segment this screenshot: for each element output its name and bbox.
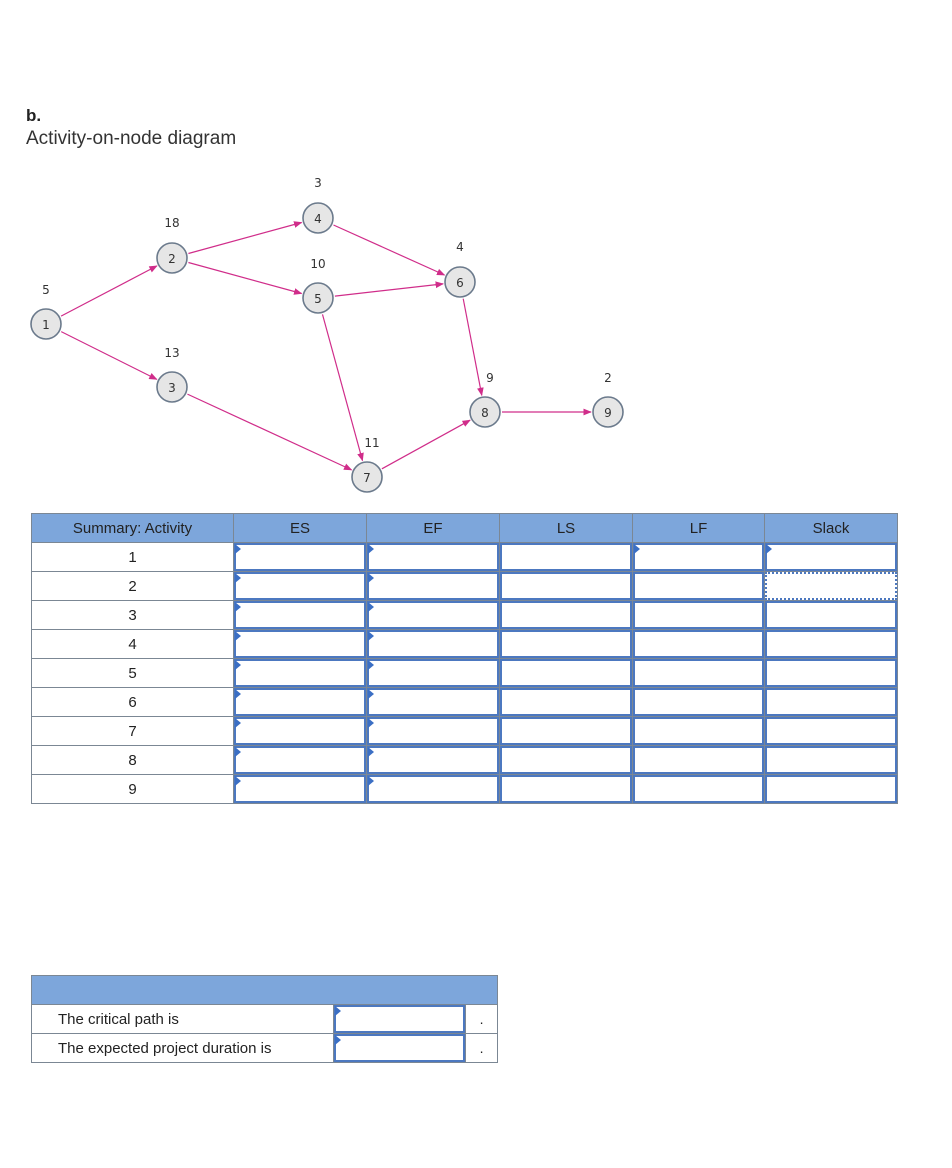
- es-input[interactable]: [234, 601, 366, 629]
- critical-path-cell: [334, 1005, 466, 1034]
- node-9: [593, 371, 623, 427]
- slack-input[interactable]: [765, 688, 897, 716]
- header-lf: LF: [633, 514, 765, 543]
- slack-input[interactable]: [765, 717, 897, 745]
- ef-cell: [367, 630, 500, 659]
- slack-cell: [765, 601, 898, 630]
- es-cell: [234, 543, 367, 572]
- edge-4-6: [333, 225, 444, 275]
- lf-cell: [633, 601, 765, 630]
- es-input[interactable]: [234, 688, 366, 716]
- project-duration-row: [32, 1034, 498, 1063]
- slack-input[interactable]: [765, 746, 897, 774]
- ef-input[interactable]: [367, 746, 499, 774]
- critical-path-period: .: [466, 1005, 498, 1034]
- ls-cell: [500, 601, 633, 630]
- es-cell: [234, 688, 367, 717]
- slack-input[interactable]: [765, 630, 897, 658]
- result-header-row: [32, 976, 498, 1005]
- node-2: [157, 216, 187, 273]
- activity-id-cell: 8: [32, 746, 234, 775]
- es-input[interactable]: [234, 775, 366, 803]
- slack-cell: [765, 543, 898, 572]
- table-row: [32, 659, 898, 688]
- lf-cell: [633, 688, 765, 717]
- ls-input[interactable]: [500, 688, 632, 716]
- project-duration-label: The expected project duration is: [32, 1034, 334, 1063]
- lf-input[interactable]: [633, 775, 764, 803]
- node-id-label: 4: [314, 212, 322, 226]
- edge-3-7: [187, 394, 351, 470]
- es-cell: [234, 572, 367, 601]
- lf-cell: [633, 659, 765, 688]
- slack-cell: [765, 717, 898, 746]
- lf-cell: [633, 572, 765, 601]
- es-cell: [234, 630, 367, 659]
- summary-header-row: [32, 514, 898, 543]
- es-cell: [234, 775, 367, 804]
- ls-cell: [500, 543, 633, 572]
- slack-input[interactable]: [765, 601, 897, 629]
- lf-cell: [633, 630, 765, 659]
- slack-input[interactable]: [765, 572, 897, 600]
- slack-cell: [765, 746, 898, 775]
- node-id-label: 5: [314, 292, 322, 306]
- edge-5-7: [322, 314, 362, 460]
- table-row: [32, 572, 898, 601]
- critical-path-row: [32, 1005, 498, 1034]
- table-row: [32, 746, 898, 775]
- node-6: [445, 240, 475, 297]
- es-input[interactable]: [234, 543, 366, 571]
- table-row: [32, 688, 898, 717]
- node-3: [157, 346, 187, 402]
- lf-input[interactable]: [633, 746, 764, 774]
- lf-input[interactable]: [633, 630, 764, 658]
- critical-path-label: The critical path is: [32, 1005, 334, 1034]
- critical-path-input[interactable]: [334, 1005, 465, 1033]
- ef-cell: [367, 659, 500, 688]
- node-id-label: 3: [168, 381, 176, 395]
- nodes-layer: [31, 176, 623, 492]
- activity-id-cell: 2: [32, 572, 234, 601]
- activity-id-cell: 5: [32, 659, 234, 688]
- node-8: [470, 371, 500, 427]
- activity-id-cell: 1: [32, 543, 234, 572]
- table-row: [32, 543, 898, 572]
- ef-input[interactable]: [367, 543, 499, 571]
- ef-cell: [367, 572, 500, 601]
- ls-input[interactable]: [500, 746, 632, 774]
- project-duration-input[interactable]: [334, 1034, 465, 1062]
- edge-6-8: [463, 299, 482, 396]
- diagram-title: Activity-on-node diagram: [26, 128, 237, 149]
- ef-input[interactable]: [367, 601, 499, 629]
- node-duration-label: 10: [310, 257, 326, 271]
- node-duration-label: 4: [456, 240, 464, 254]
- lf-input[interactable]: [633, 543, 764, 571]
- es-input[interactable]: [234, 717, 366, 745]
- ef-cell: [367, 746, 500, 775]
- edge-2-4: [188, 222, 301, 253]
- ls-input[interactable]: [500, 601, 632, 629]
- edge-5-6: [335, 284, 443, 296]
- slack-cell: [765, 630, 898, 659]
- ls-cell: [500, 775, 633, 804]
- ls-cell: [500, 688, 633, 717]
- ls-cell: [500, 659, 633, 688]
- table-row: [32, 601, 898, 630]
- ls-input[interactable]: [500, 717, 632, 745]
- ef-cell: [367, 775, 500, 804]
- lf-input[interactable]: [633, 659, 764, 687]
- ls-input[interactable]: [500, 572, 632, 600]
- table-row: [32, 630, 898, 659]
- slack-cell: [765, 659, 898, 688]
- node-duration-label: 9: [486, 371, 494, 385]
- es-cell: [234, 746, 367, 775]
- header-ef: EF: [367, 514, 500, 543]
- activity-id-cell: 7: [32, 717, 234, 746]
- lf-input[interactable]: [633, 688, 764, 716]
- node-id-label: 2: [168, 252, 176, 266]
- node-5: [303, 257, 333, 313]
- node-duration-label: 11: [364, 436, 380, 450]
- project-duration-cell: [334, 1034, 466, 1063]
- slack-cell: [765, 688, 898, 717]
- lf-input[interactable]: [633, 717, 764, 745]
- activity-id-cell: 4: [32, 630, 234, 659]
- node-1: [31, 283, 61, 339]
- edge-2-5: [188, 262, 301, 293]
- node-4: [303, 176, 333, 233]
- node-duration-label: 2: [604, 371, 612, 385]
- activity-on-node-diagram: [0, 160, 952, 500]
- ls-input[interactable]: [500, 775, 632, 803]
- node-id-label: 9: [604, 406, 612, 420]
- ls-input[interactable]: [500, 659, 632, 687]
- ef-cell: [367, 688, 500, 717]
- es-input[interactable]: [234, 572, 366, 600]
- activity-id-cell: 3: [32, 601, 234, 630]
- slack-cell: [765, 775, 898, 804]
- lf-cell: [633, 746, 765, 775]
- lf-cell: [633, 717, 765, 746]
- table-row: [32, 717, 898, 746]
- node-id-label: 7: [363, 471, 371, 485]
- slack-input[interactable]: [765, 775, 897, 803]
- ls-input[interactable]: [500, 630, 632, 658]
- ls-cell: [500, 717, 633, 746]
- ls-input[interactable]: [500, 543, 632, 571]
- es-cell: [234, 601, 367, 630]
- ef-input[interactable]: [367, 572, 499, 600]
- slack-cell: [765, 572, 898, 601]
- ef-input[interactable]: [367, 717, 499, 745]
- lf-input[interactable]: [633, 572, 764, 600]
- summary-table: [31, 513, 898, 804]
- edge-1-2: [61, 266, 157, 316]
- lf-cell: [633, 775, 765, 804]
- es-input[interactable]: [234, 659, 366, 687]
- ls-cell: [500, 630, 633, 659]
- result-header: [32, 976, 498, 1005]
- node-id-label: 6: [456, 276, 464, 290]
- node-duration-label: 3: [314, 176, 322, 190]
- slack-input[interactable]: [765, 659, 897, 687]
- node-7: [352, 436, 382, 492]
- ef-input[interactable]: [367, 659, 499, 687]
- header-ls: LS: [500, 514, 633, 543]
- node-id-label: 8: [481, 406, 489, 420]
- es-input[interactable]: [234, 746, 366, 774]
- result-table: [31, 975, 498, 1063]
- table-row: [32, 775, 898, 804]
- ls-cell: [500, 572, 633, 601]
- node-duration-label: 13: [164, 346, 180, 360]
- edge-1-3: [61, 332, 157, 380]
- es-input[interactable]: [234, 630, 366, 658]
- ef-cell: [367, 601, 500, 630]
- slack-input[interactable]: [765, 543, 897, 571]
- lf-cell: [633, 543, 765, 572]
- part-label: b.: [26, 106, 42, 125]
- ef-input[interactable]: [367, 630, 499, 658]
- activity-id-cell: 6: [32, 688, 234, 717]
- node-duration-label: 5: [42, 283, 50, 297]
- ef-input[interactable]: [367, 688, 499, 716]
- project-duration-period: .: [466, 1034, 498, 1063]
- edges-layer: [61, 222, 591, 469]
- activity-id-cell: 9: [32, 775, 234, 804]
- lf-input[interactable]: [633, 601, 764, 629]
- header-activity: Summary: Activity: [32, 514, 234, 543]
- node-duration-label: 18: [164, 216, 180, 230]
- header-slack: Slack: [765, 514, 898, 543]
- es-cell: [234, 659, 367, 688]
- ef-cell: [367, 717, 500, 746]
- ls-cell: [500, 746, 633, 775]
- edge-7-8: [382, 420, 470, 469]
- es-cell: [234, 717, 367, 746]
- header-es: ES: [234, 514, 367, 543]
- ef-input[interactable]: [367, 775, 499, 803]
- node-id-label: 1: [42, 318, 50, 332]
- ef-cell: [367, 543, 500, 572]
